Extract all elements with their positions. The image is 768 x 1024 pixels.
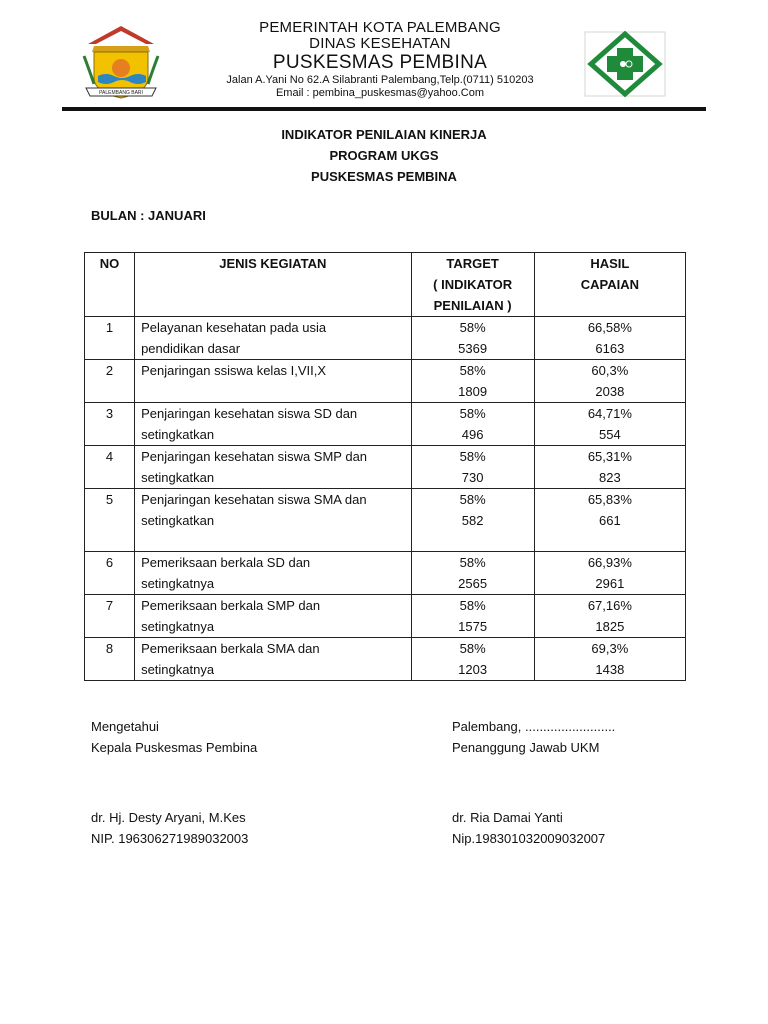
header-result-line-2: CAPAIAN	[580, 277, 639, 292]
row-no: 8	[85, 638, 135, 681]
row-no: 3	[85, 403, 135, 446]
header-activity: JENIS KEGIATAN	[135, 253, 411, 317]
row-target: 58% 1809	[411, 360, 534, 403]
government-name: PEMERINTAH KOTA PALEMBANG	[259, 19, 501, 36]
row-result: 64,71% 554	[534, 403, 685, 446]
table-row	[85, 489, 686, 552]
row-result: 66,58% 6163	[534, 317, 685, 360]
row-no: 7	[85, 595, 135, 638]
row-no: 5	[85, 489, 135, 552]
row-activity: Pemeriksaan berkala SMA dan setingkatnya	[135, 638, 411, 681]
row-no: 6	[85, 552, 135, 595]
table-row	[85, 403, 686, 446]
letterhead	[170, 20, 590, 100]
kpi-table	[84, 252, 686, 681]
header-target-line-3: PENILAIAN )	[433, 298, 512, 313]
row-result: 69,3% 1438	[534, 638, 685, 681]
table-header-row	[85, 253, 686, 317]
title-line-1: INDIKATOR PENILAIAN KINERJA	[281, 127, 487, 142]
sig-left-name: dr. Hj. Desty Aryani, M.Kes	[91, 810, 246, 825]
header-no: NO	[85, 253, 135, 317]
puskesmas-cross-icon	[583, 30, 667, 98]
letterhead-divider	[62, 107, 706, 111]
signature-right-header	[452, 716, 615, 758]
table-row	[85, 552, 686, 595]
department-name: DINAS KESEHATAN	[309, 35, 451, 52]
row-result: 66,93% 2961	[534, 552, 685, 595]
signature-left-footer	[91, 807, 248, 849]
row-target: 58% 1203	[411, 638, 534, 681]
sig-right-place-date: Palembang, .........................	[452, 719, 616, 734]
row-target: 58% 496	[411, 403, 534, 446]
row-result: 67,16% 1825	[534, 595, 685, 638]
row-target: 58% 582	[411, 489, 534, 552]
title-line-2: PROGRAM UKGS	[329, 148, 439, 163]
header-result	[534, 253, 685, 317]
document-title	[0, 124, 768, 187]
signature-left-header	[91, 716, 257, 758]
row-activity: Pelayanan kesehatan pada usia pendidikan dasar	[135, 317, 411, 360]
row-no: 2	[85, 360, 135, 403]
row-no: 4	[85, 446, 135, 489]
row-activity: Penjaringan ssiswa kelas I,VII,X	[135, 360, 411, 403]
header-target-line-2: ( INDIKATOR	[433, 277, 513, 292]
row-activity: Pemeriksaan berkala SMP dan setingkatnya	[135, 595, 411, 638]
sig-right-position: Penanggung Jawab UKM	[452, 740, 600, 755]
row-target: 58% 2565	[411, 552, 534, 595]
row-activity: Penjaringan kesehatan siswa SD dan setingkatkan	[135, 403, 411, 446]
row-target: 58% 1575	[411, 595, 534, 638]
header-target-line-1: TARGET	[446, 256, 499, 271]
header-result-line-1: HASIL	[590, 256, 630, 271]
row-activity: Pemeriksaan berkala SD dan setingkatnya	[135, 552, 411, 595]
row-target: 58% 730	[411, 446, 534, 489]
month-label: BULAN : JANUARI	[91, 208, 206, 223]
crest-ribbon-label: PALEMBANG BARI	[99, 90, 143, 96]
table-row	[85, 317, 686, 360]
row-activity: Penjaringan kesehatan siswa SMP dan setingkatkan	[135, 446, 411, 489]
table-row	[85, 360, 686, 403]
table-row	[85, 595, 686, 638]
row-result: 60,3% 2038	[534, 360, 685, 403]
signature-right-footer	[452, 807, 605, 849]
title-line-3: PUSKESMAS PEMBINA	[311, 169, 457, 184]
email-line: Email : pembina_puskesmas@yahoo.Com	[275, 87, 485, 99]
table-row	[85, 638, 686, 681]
sig-left-position: Kepala Puskesmas Pembina	[91, 740, 258, 755]
row-activity: Penjaringan kesehatan siswa SMA dan setingkatkan	[135, 489, 411, 552]
row-result: 65,31% 823	[534, 446, 685, 489]
sig-left-acknowledged: Mengetahui	[91, 719, 159, 734]
row-target: 58% 5369	[411, 317, 534, 360]
table-row	[85, 446, 686, 489]
row-no: 1	[85, 317, 135, 360]
row-result: 65,83% 661	[534, 489, 685, 552]
header-target	[411, 253, 534, 317]
sig-right-name: dr. Ria Damai Yanti	[452, 810, 563, 825]
palembang-city-crest-icon	[80, 22, 162, 104]
clinic-name: PUSKESMAS PEMBINA	[272, 52, 488, 73]
address-line: Jalan A.Yani No 62.A Silabranti Palembang,Telp.(0711) 510203	[226, 74, 534, 86]
sig-left-nip: NIP. 196306271989032003	[91, 831, 249, 846]
sig-right-nip: Nip.198301032009032007	[452, 831, 606, 846]
